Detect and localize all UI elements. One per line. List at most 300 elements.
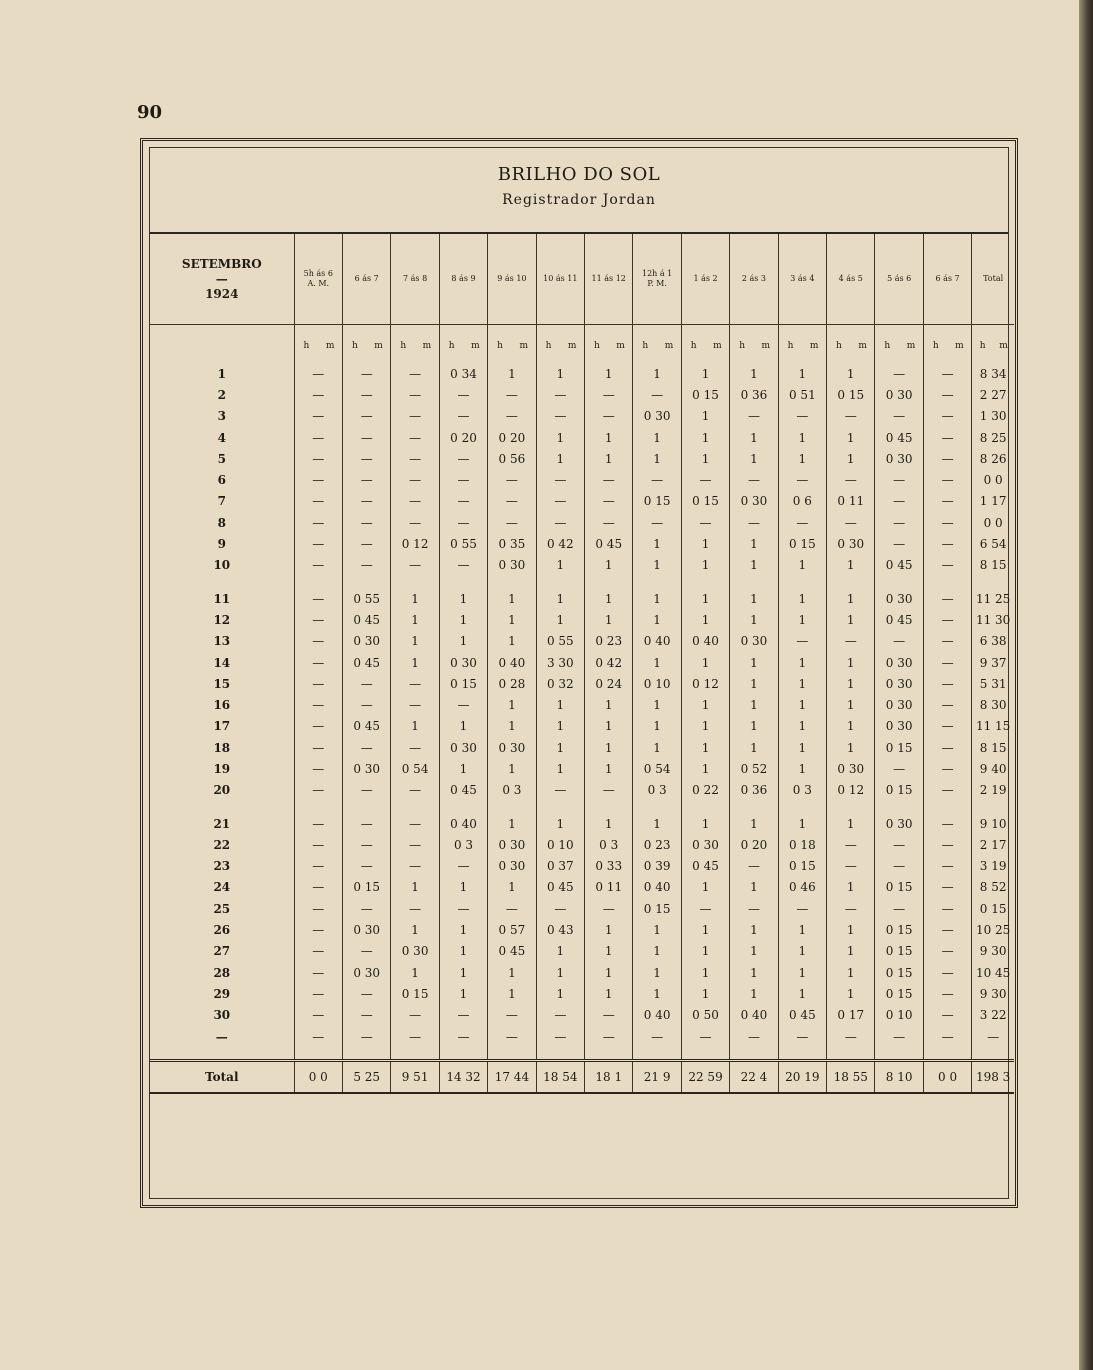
table-row: [150, 427, 1014, 448]
value-cell: 0 45: [536, 877, 584, 898]
value-cell: —: [585, 1005, 633, 1026]
value-cell: 0 39: [633, 856, 681, 877]
day-cell: 28: [213, 965, 231, 980]
value-cell: 1: [827, 555, 875, 576]
spacer-row: [150, 576, 1014, 588]
value-cell: 1: [730, 555, 778, 576]
unit-hours: h: [448, 341, 455, 351]
value-cell: —: [778, 1026, 826, 1047]
value-cell: —: [294, 673, 342, 694]
table-row: [150, 588, 1014, 609]
value-cell: 0 15: [875, 737, 923, 758]
total-cell: 21 9: [633, 1061, 681, 1094]
value-cell: —: [391, 448, 439, 469]
value-cell: —: [439, 469, 487, 490]
value-cell: —: [294, 856, 342, 877]
value-cell: 1: [536, 448, 584, 469]
column-header-line2: P. M.: [647, 279, 667, 288]
footer-cell: [150, 1093, 1014, 1195]
day-cell: 15: [213, 676, 231, 691]
value-cell: 11 25: [972, 588, 1014, 609]
day-cell: 20: [213, 783, 231, 798]
value-cell: 1: [439, 609, 487, 630]
value-cell: 0 30: [730, 491, 778, 512]
value-cell: 1: [633, 962, 681, 983]
table-row: [150, 941, 1014, 962]
value-cell: 1: [681, 652, 729, 673]
value-cell: 1: [827, 609, 875, 630]
value-cell: —: [342, 737, 390, 758]
value-cell: 0 30: [827, 533, 875, 554]
table-row: [150, 448, 1014, 469]
value-cell: 1: [488, 588, 536, 609]
value-cell: 1: [488, 877, 536, 898]
table-frame-inner: [149, 147, 1009, 1199]
value-cell: 9 30: [972, 941, 1014, 962]
unit-cell: [439, 325, 487, 352]
spacer-cell: [536, 576, 584, 588]
spacer-cell: [730, 576, 778, 588]
value-cell: 0 0: [972, 469, 1014, 490]
value-cell: 0 30: [342, 758, 390, 779]
spacer-cell: [875, 801, 923, 813]
value-cell: 1: [536, 555, 584, 576]
value-cell: 1: [681, 609, 729, 630]
unit-minutes: m: [999, 341, 1008, 351]
value-cell: 1: [827, 427, 875, 448]
unit-hours: h: [836, 341, 842, 351]
value-cell: 0 40: [633, 631, 681, 652]
value-cell: —: [391, 469, 439, 490]
column-header-line1: 4 ás 5: [838, 274, 863, 283]
value-cell: 0 30: [875, 813, 923, 834]
table-row: [150, 384, 1014, 405]
unit-hours: h: [690, 341, 697, 351]
value-cell: 0 15: [391, 983, 439, 1004]
value-cell: 1: [633, 555, 681, 576]
value-cell: —: [391, 363, 439, 384]
value-cell: —: [294, 512, 342, 533]
column-header: [536, 234, 584, 325]
day-cell: 18: [213, 740, 231, 755]
value-cell: 0 54: [391, 758, 439, 779]
value-cell: 0 43: [536, 919, 584, 940]
column-header: [488, 234, 536, 325]
value-cell: 0 45: [681, 856, 729, 877]
total-cell: 22 4: [730, 1061, 778, 1094]
value-cell: 1: [488, 716, 536, 737]
value-cell: —: [342, 469, 390, 490]
total-cell: 8 10: [875, 1061, 923, 1094]
unit-cell: [488, 325, 536, 352]
value-cell: —: [294, 758, 342, 779]
value-cell: —: [294, 834, 342, 855]
value-cell: —: [294, 609, 342, 630]
unit-minutes: m: [422, 341, 432, 351]
value-cell: —: [342, 406, 390, 427]
value-cell: —: [342, 1005, 390, 1026]
value-cell: —: [923, 962, 971, 983]
table-row: [150, 758, 1014, 779]
value-cell: 1: [536, 983, 584, 1004]
spacer-cell: [923, 576, 971, 588]
spacer-cell: [681, 1047, 729, 1061]
value-cell: —: [875, 898, 923, 919]
value-cell: 1: [536, 716, 584, 737]
column-header: [439, 234, 487, 325]
spacer-cell: [391, 351, 439, 363]
value-cell: 1: [633, 609, 681, 630]
value-cell: 8 15: [972, 737, 1014, 758]
value-cell: —: [875, 406, 923, 427]
value-cell: 0 3: [439, 834, 487, 855]
value-cell: —: [342, 813, 390, 834]
value-cell: 0 15: [875, 983, 923, 1004]
column-header: [681, 234, 729, 325]
spacer-cell: [342, 576, 390, 588]
table-row: [150, 898, 1014, 919]
value-cell: —: [342, 983, 390, 1004]
value-cell: —: [294, 427, 342, 448]
unit-hours: h: [545, 341, 552, 351]
value-cell: 0 40: [488, 652, 536, 673]
unit-cell: [536, 325, 584, 352]
value-cell: —: [536, 406, 584, 427]
value-cell: 1: [730, 673, 778, 694]
column-header: [633, 234, 681, 325]
value-cell: —: [923, 406, 971, 427]
value-cell: 1: [439, 962, 487, 983]
table-row: [150, 834, 1014, 855]
value-cell: 0 32: [536, 673, 584, 694]
value-cell: 1: [439, 631, 487, 652]
spacer-cell: [972, 1047, 1014, 1061]
value-cell: 1: [827, 716, 875, 737]
value-cell: 1: [585, 448, 633, 469]
value-cell: 1: [778, 555, 826, 576]
value-cell: —: [391, 427, 439, 448]
value-cell: 1: [681, 877, 729, 898]
month-separator: —: [215, 271, 228, 286]
total-label: Total: [150, 1061, 294, 1094]
value-cell: —: [439, 1026, 487, 1047]
value-cell: —: [923, 469, 971, 490]
value-cell: 0 30: [342, 631, 390, 652]
table-row: [150, 631, 1014, 652]
value-cell: —: [827, 856, 875, 877]
spacer-cell: [778, 801, 826, 813]
value-cell: 6 38: [972, 631, 1014, 652]
value-cell: —: [585, 898, 633, 919]
value-cell: 1: [827, 652, 875, 673]
value-cell: 1: [827, 448, 875, 469]
day-cell: 7: [217, 494, 226, 509]
value-cell: 0 0: [972, 512, 1014, 533]
value-cell: 0 28: [488, 673, 536, 694]
value-cell: 1: [585, 919, 633, 940]
book-spine-shadow: [1079, 0, 1093, 1370]
value-cell: 1: [778, 427, 826, 448]
value-cell: —: [827, 898, 875, 919]
total-cell: 20 19: [778, 1061, 826, 1094]
value-cell: —: [585, 780, 633, 801]
spacer-cell: [730, 351, 778, 363]
spacer-cell: [972, 576, 1014, 588]
spacer-cell: [633, 351, 681, 363]
value-cell: —: [439, 512, 487, 533]
value-cell: —: [827, 1026, 875, 1047]
value-cell: 0 15: [827, 384, 875, 405]
table-row: [150, 469, 1014, 490]
spacer-cell: [875, 1047, 923, 1061]
value-cell: 1: [778, 673, 826, 694]
value-cell: 0 30: [488, 737, 536, 758]
unit-row: [150, 325, 1014, 352]
value-cell: —: [439, 1005, 487, 1026]
value-cell: 0 45: [585, 533, 633, 554]
value-cell: 0 30: [439, 652, 487, 673]
day-cell: 16: [213, 698, 231, 713]
value-cell: 1: [536, 758, 584, 779]
value-cell: 8 52: [972, 877, 1014, 898]
value-cell: —: [730, 406, 778, 427]
value-cell: 1: [827, 813, 875, 834]
value-cell: 0 15: [342, 877, 390, 898]
spacer-cell: [585, 351, 633, 363]
value-cell: —: [294, 363, 342, 384]
value-cell: —: [875, 1026, 923, 1047]
value-cell: —: [633, 384, 681, 405]
value-cell: —: [778, 631, 826, 652]
value-cell: —: [294, 813, 342, 834]
day-cell: 5: [217, 451, 226, 466]
value-cell: —: [294, 1005, 342, 1026]
value-cell: 0 50: [681, 1005, 729, 1026]
spacer-row: [150, 801, 1014, 813]
value-cell: 1: [730, 363, 778, 384]
value-cell: 1: [585, 694, 633, 715]
value-cell: 1: [633, 919, 681, 940]
spacer-cell: [342, 351, 390, 363]
value-cell: 0 45: [875, 427, 923, 448]
value-cell: —: [391, 384, 439, 405]
value-cell: 0 40: [633, 1005, 681, 1026]
day-cell: 26: [213, 923, 231, 938]
value-cell: 3 22: [972, 1005, 1014, 1026]
value-cell: —: [827, 512, 875, 533]
value-cell: 1: [633, 588, 681, 609]
spacer-cell: [439, 576, 487, 588]
value-cell: 2 17: [972, 834, 1014, 855]
value-cell: 1: [730, 983, 778, 1004]
value-cell: 1: [827, 941, 875, 962]
value-cell: 1: [488, 758, 536, 779]
spacer-cell: [488, 576, 536, 588]
value-cell: 0 20: [488, 427, 536, 448]
value-cell: 0 24: [585, 673, 633, 694]
spacer-cell: [681, 351, 729, 363]
table-row: [150, 813, 1014, 834]
value-cell: 1: [633, 737, 681, 758]
value-cell: —: [923, 813, 971, 834]
value-cell: 1: [488, 694, 536, 715]
value-cell: —: [488, 1005, 536, 1026]
value-cell: —: [585, 384, 633, 405]
value-cell: 0 3: [488, 780, 536, 801]
value-cell: 1: [488, 363, 536, 384]
value-cell: 0 30: [488, 856, 536, 877]
day-cell: 3: [217, 409, 226, 424]
spacer-cell: [827, 351, 875, 363]
value-cell: 1: [391, 652, 439, 673]
value-cell: 1: [391, 609, 439, 630]
value-cell: 1: [827, 962, 875, 983]
value-cell: —: [681, 1026, 729, 1047]
value-cell: 3 30: [536, 652, 584, 673]
unit-hours: h: [932, 341, 939, 351]
value-cell: 8 26: [972, 448, 1014, 469]
spacer-cell: [827, 576, 875, 588]
spacer-cell: [488, 1047, 536, 1061]
value-cell: 1: [827, 919, 875, 940]
value-cell: 0 54: [633, 758, 681, 779]
value-cell: —: [923, 877, 971, 898]
value-cell: 0 23: [633, 834, 681, 855]
value-cell: —: [342, 856, 390, 877]
value-cell: —: [923, 780, 971, 801]
spacer-cell: [391, 801, 439, 813]
day-cell: 21: [213, 816, 231, 831]
value-cell: —: [391, 694, 439, 715]
unit-minutes: m: [374, 341, 383, 351]
unit-minutes: m: [616, 341, 625, 351]
column-header-line1: 6 ás 7: [935, 274, 960, 283]
value-cell: —: [488, 1026, 536, 1047]
spacer-cell: [536, 801, 584, 813]
value-cell: —: [778, 512, 826, 533]
spacer-cell: [875, 576, 923, 588]
column-header: [875, 234, 923, 325]
value-cell: —: [439, 448, 487, 469]
spacer-cell: [294, 576, 342, 588]
spacer-cell: [827, 801, 875, 813]
value-cell: —: [923, 427, 971, 448]
value-cell: —: [536, 469, 584, 490]
value-cell: 1: [778, 588, 826, 609]
value-cell: —: [342, 363, 390, 384]
value-cell: 1: [681, 941, 729, 962]
spacer-cell: [391, 1047, 439, 1061]
value-cell: —: [342, 448, 390, 469]
table-row: [150, 694, 1014, 715]
value-cell: 1: [827, 737, 875, 758]
value-cell: 1: [730, 652, 778, 673]
column-header: [827, 234, 875, 325]
value-cell: —: [294, 898, 342, 919]
value-cell: 0 42: [585, 652, 633, 673]
table-row: [150, 856, 1014, 877]
table-title: BRILHO DO SOL: [497, 164, 661, 185]
value-cell: —: [294, 491, 342, 512]
value-cell: 0 42: [536, 533, 584, 554]
value-cell: —: [294, 941, 342, 962]
total-cell: 17 44: [488, 1061, 536, 1094]
day-cell: 10: [213, 558, 231, 573]
value-cell: —: [923, 1026, 971, 1047]
value-cell: —: [294, 406, 342, 427]
table-row: [150, 737, 1014, 758]
value-cell: —: [342, 1026, 390, 1047]
value-cell: 1: [778, 983, 826, 1004]
value-cell: 1: [681, 555, 729, 576]
value-cell: 1: [633, 941, 681, 962]
value-cell: —: [342, 673, 390, 694]
value-cell: 1: [585, 363, 633, 384]
value-cell: —: [585, 512, 633, 533]
value-cell: 1: [633, 427, 681, 448]
table-row: [150, 877, 1014, 898]
value-cell: —: [827, 406, 875, 427]
value-cell: —: [536, 1005, 584, 1026]
column-header-line1: 1 ás 2: [693, 274, 718, 283]
value-cell: —: [391, 406, 439, 427]
unit-hours: h: [787, 341, 794, 351]
unit-cell: [681, 325, 729, 352]
value-cell: —: [439, 694, 487, 715]
unit-minutes: m: [567, 341, 577, 351]
value-cell: —: [585, 406, 633, 427]
unit-cell: [342, 325, 390, 352]
column-header: [585, 234, 633, 325]
value-cell: 0 40: [730, 1005, 778, 1026]
spacer-cell: [633, 1047, 681, 1061]
value-cell: —: [342, 512, 390, 533]
value-cell: 0 57: [488, 919, 536, 940]
day-cell: —: [215, 1029, 228, 1044]
total-cell: 198 3: [972, 1061, 1014, 1094]
value-cell: 0 51: [778, 384, 826, 405]
value-cell: —: [342, 491, 390, 512]
value-cell: —: [585, 469, 633, 490]
value-cell: —: [391, 512, 439, 533]
unit-cell: [778, 325, 826, 352]
value-cell: 0 15: [875, 919, 923, 940]
value-cell: —: [923, 834, 971, 855]
value-cell: —: [923, 758, 971, 779]
value-cell: 0 10: [633, 673, 681, 694]
value-cell: —: [488, 406, 536, 427]
value-cell: 0 11: [585, 877, 633, 898]
value-cell: —: [488, 384, 536, 405]
value-cell: 1: [730, 448, 778, 469]
unit-minutes: m: [906, 341, 916, 351]
column-header-line2: A. M.: [307, 279, 330, 288]
day-cell: 8: [217, 515, 226, 530]
value-cell: 0 30: [875, 448, 923, 469]
value-cell: —: [294, 533, 342, 554]
value-cell: 0 30: [681, 834, 729, 855]
value-cell: 8 34: [972, 363, 1014, 384]
day-cell: 9: [217, 537, 226, 552]
value-cell: 0 45: [488, 941, 536, 962]
value-cell: 1: [681, 813, 729, 834]
value-cell: —: [294, 780, 342, 801]
value-cell: 1: [681, 716, 729, 737]
value-cell: 0 30: [827, 758, 875, 779]
value-cell: —: [391, 1005, 439, 1026]
day-cell: 29: [213, 986, 231, 1001]
spacer-cell: [342, 1047, 390, 1061]
